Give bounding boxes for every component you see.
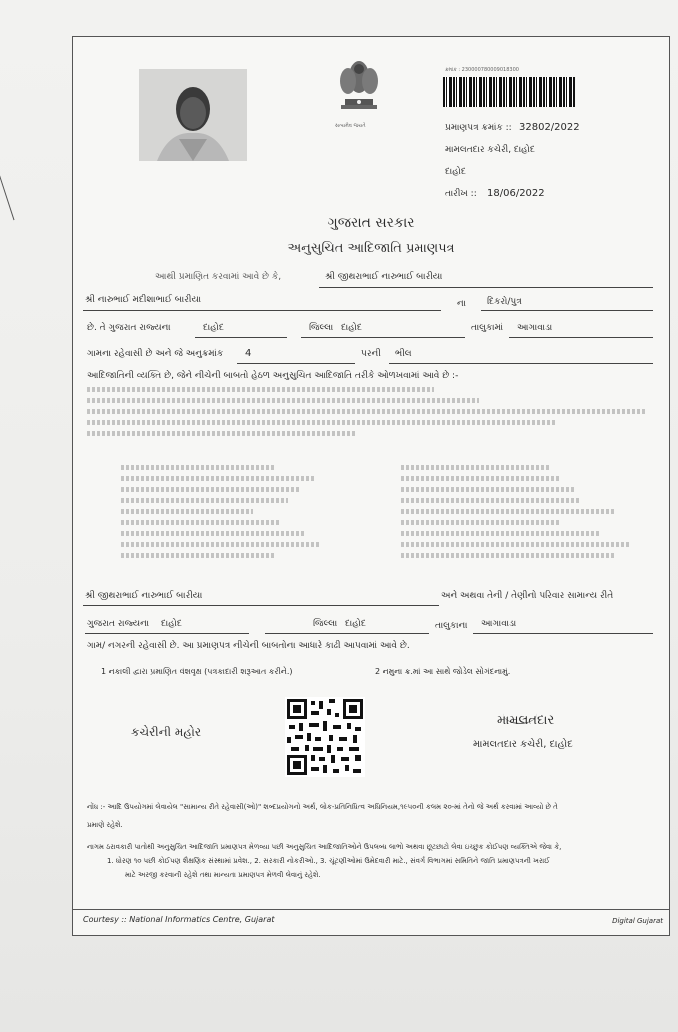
- officer-title: મામલતદાર: [497, 713, 555, 728]
- office-seal-label: કચેરીની મહોર: [131, 725, 202, 739]
- note-1: નોંધ :- આદિ ઉપયોગમાં લેવાયેલ "સામાન્ય રીતે રહેવાસી(ઓ)" શબ્દપ્રયોગનો અર્થ, લોક-પ્રતિનિધિત્વ અધિનિયમ,૧૯૫૦ની કલમ ૨૦-માં તેનો જે અર્થ કરવામાં આવ્યો છે તે: [87, 803, 558, 811]
- office-line1: મામલતદાર કચેરી, દાહોદ: [445, 145, 535, 155]
- tribe-name: ભીલ: [395, 349, 412, 359]
- relation-underline: [481, 310, 653, 311]
- note-2: નાગમ ઠરાવકારી પાતોથી અનુસુચિત આદિજાતિ પ્રમાણપત્ર મેળવ્યા પછી અનુસુચિત આદિજાતિઓને ઉપલબ્ધ લાભો અથવા છૂટછાટો લેવા ઇચ્છુક કોઈપણ વ્યક્તિએ જેવા કે,: [87, 843, 562, 851]
- holder-name-underline: [83, 605, 439, 606]
- emblem-caption: સત્યમેવ જયતે: [335, 123, 366, 129]
- district-2-underline: [85, 633, 249, 634]
- serial-underline: [237, 363, 355, 364]
- holder-name: શ્રી જીથરાભાઈ નારુભાઈ બારીયા: [85, 591, 203, 601]
- applicant-name-underline: [319, 287, 653, 288]
- parent-name-underline: [83, 310, 441, 311]
- footer-divider: [73, 909, 669, 910]
- district-1b-underline: [301, 337, 465, 338]
- district-label-1: જિલ્લા: [309, 323, 334, 333]
- orders-right-column: [401, 465, 651, 564]
- certify-line: આથી પ્રમાણિત કરવામાં આવે છે કે,: [155, 272, 282, 282]
- courtesy-text: Courtesy :: National Informatics Centre, Gujarat: [83, 915, 275, 924]
- parent-name: શ્રી નારુભાઈ મદીશાભાઈ બારીયા: [85, 295, 202, 305]
- officer-office: મામલતદાર કચેરી, દાહોદ: [473, 739, 573, 750]
- orders-left-column: [121, 465, 341, 564]
- office-line2: દાહોદ: [445, 167, 466, 177]
- issue-statement: ગામ/ નગરની રહેવાસી છે. આ પ્રમાણપત્ર નીચેની બાબતોના આધારે કાઢી આપવામાં આવે છે.: [87, 641, 410, 651]
- district-2: દાહોદ: [161, 619, 182, 629]
- village-label: ગામના રહેવાસી છે અને જે અનુક્રમાંક: [87, 349, 224, 359]
- serial-number: 4: [245, 348, 252, 359]
- basis-2: 2 નમુના ક્ર.માં આ સાથે જોડેલ સોગંદનામું.: [375, 667, 511, 676]
- digital-gujarat-text: Digital Gujarat: [612, 917, 663, 925]
- certificate-document: [72, 36, 670, 936]
- barcode-number: ક્રમાંક : 230000780009018300: [445, 67, 519, 73]
- page-label: પરની: [361, 349, 381, 359]
- note-3b: માટે અરજી કરવાની રહેશે તથા માન્યતા પ્રમાણપત્ર મેળવી લેવાનું રહેશે.: [125, 871, 321, 879]
- date-label: તારીખ ::: [445, 189, 477, 199]
- qr-code: [285, 697, 365, 777]
- taluka-label-2: તાલુકાના: [435, 621, 468, 631]
- relation: દિકરો/પુત્ર: [487, 297, 522, 307]
- district-2b-underline: [265, 633, 429, 634]
- issue-date: 18/06/2022: [487, 188, 545, 199]
- relation-suffix: ના: [457, 299, 466, 309]
- applicant-photo: [139, 69, 247, 161]
- district-1: દાહોદ: [203, 323, 224, 333]
- cert-number-label: પ્રમાણપત્ર ક્રમાંક ::: [445, 123, 512, 133]
- taluka-label-1: તાલુકામાં: [471, 323, 504, 333]
- district-1-underline: [195, 337, 287, 338]
- taluka-2-underline: [473, 633, 653, 634]
- cert-number: 32802/2022: [519, 122, 580, 133]
- taluka-2: આગાવાડા: [481, 619, 517, 629]
- govt-title: ગુજરાત સરકાર: [327, 215, 415, 231]
- national-emblem-icon: [331, 51, 387, 121]
- barcode: [443, 77, 575, 107]
- note-1b: પ્રમાણે રહેશે.: [87, 821, 123, 829]
- tribe-underline: [389, 363, 653, 364]
- state-prefix: છે. તે ગુજરાત રાજ્યના: [87, 323, 171, 333]
- taluka-1-underline: [509, 337, 653, 338]
- basis-1: 1 નકાલી દ્વારા પ્રમાણિત વંશવૃક્ષ (પત્રકાદારી શરૂઆત કરીને.): [101, 667, 293, 676]
- district-label-2: જિલ્લા: [313, 619, 338, 629]
- taluka-1: આગાવાડા: [517, 323, 553, 333]
- certificate-title: અનુસુચિત આદિજાતિ પ્રમાણપત્ર: [287, 241, 455, 256]
- applicant-name: શ્રી જીથરાભાઈ નારુભાઈ બારીયા: [325, 272, 443, 282]
- district-1b: દાહોદ: [341, 323, 362, 333]
- family-statement: અને અથવા તેની / તેણીનો પરિવાર સામાન્ય રીતે: [441, 591, 614, 601]
- state-label-2: ગુજરાત રાજ્યના: [87, 619, 150, 629]
- tribe-statement: આદિજાતિની વ્યક્તિ છે, જેને નીચેની બાબતો હેઠળ અનુસુચિત આદિજાતિ તરીકે ઓળખવામાં આવે છે :-: [87, 371, 459, 381]
- note-3: 1. ધોરણ ૧૦ પછી કોઈપણ શૈક્ષણિક સંસ્થામાં પ્રવેશ., 2. સરકારી નોકરીઓ., 3. ચૂંટણીઓમાં ઉમેદવારી માટે., સંવર્ગ વિભાગમાં સમિતિને જાતિ પ્રમાણપત્રની ખરાઈ: [107, 857, 550, 865]
- district-2b: દાહોદ: [345, 619, 366, 629]
- orders-list: [87, 387, 647, 442]
